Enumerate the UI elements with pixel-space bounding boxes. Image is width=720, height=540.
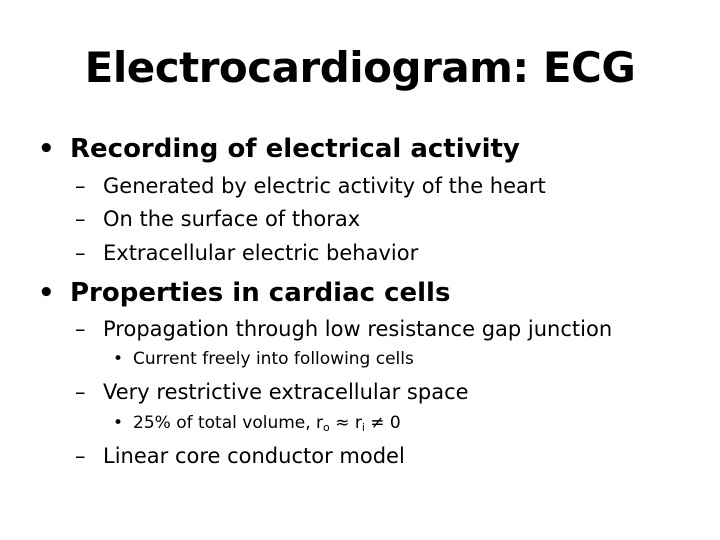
resistance-formula xyxy=(133,411,401,440)
dash-marker: – xyxy=(75,207,86,231)
sub-bullet-text: Generated by electric activity of the heart xyxy=(103,174,546,198)
slide-title: Electrocardiogram: ECG xyxy=(84,43,636,92)
sub-bullet-text: On the surface of thorax xyxy=(103,207,361,231)
sub-bullet-text: Propagation through low resistance gap junction xyxy=(103,317,613,341)
dash-marker: – xyxy=(75,174,86,198)
bullet-marker: • xyxy=(38,134,55,164)
dash-marker: – xyxy=(75,241,86,265)
bullet-text: Recording of electrical activity xyxy=(70,134,520,164)
bullet-marker: • xyxy=(38,278,55,308)
dash-marker: – xyxy=(75,444,86,468)
bullet-marker: • xyxy=(113,413,124,433)
bullet-marker: • xyxy=(113,349,124,369)
formula-approx: ≈ r xyxy=(329,413,362,433)
dash-marker: – xyxy=(75,317,86,341)
sub-bullet-text: Extracellular electric behavior xyxy=(103,241,419,265)
bullet-text: Properties in cardiac cells xyxy=(70,278,451,308)
formula-prefix: 25% of total volume, r xyxy=(133,413,324,433)
formula-sub-i: i xyxy=(361,421,365,434)
dash-marker: – xyxy=(75,380,86,404)
formula-sub-o: o xyxy=(323,421,330,434)
formula-tail: ≠ 0 xyxy=(364,413,401,433)
sub-bullet-text: Very restrictive extracellular space xyxy=(103,380,469,404)
sub-bullet-text: Linear core conductor model xyxy=(103,444,405,468)
sub-sub-bullet-text: Current freely into following cells xyxy=(133,349,414,369)
